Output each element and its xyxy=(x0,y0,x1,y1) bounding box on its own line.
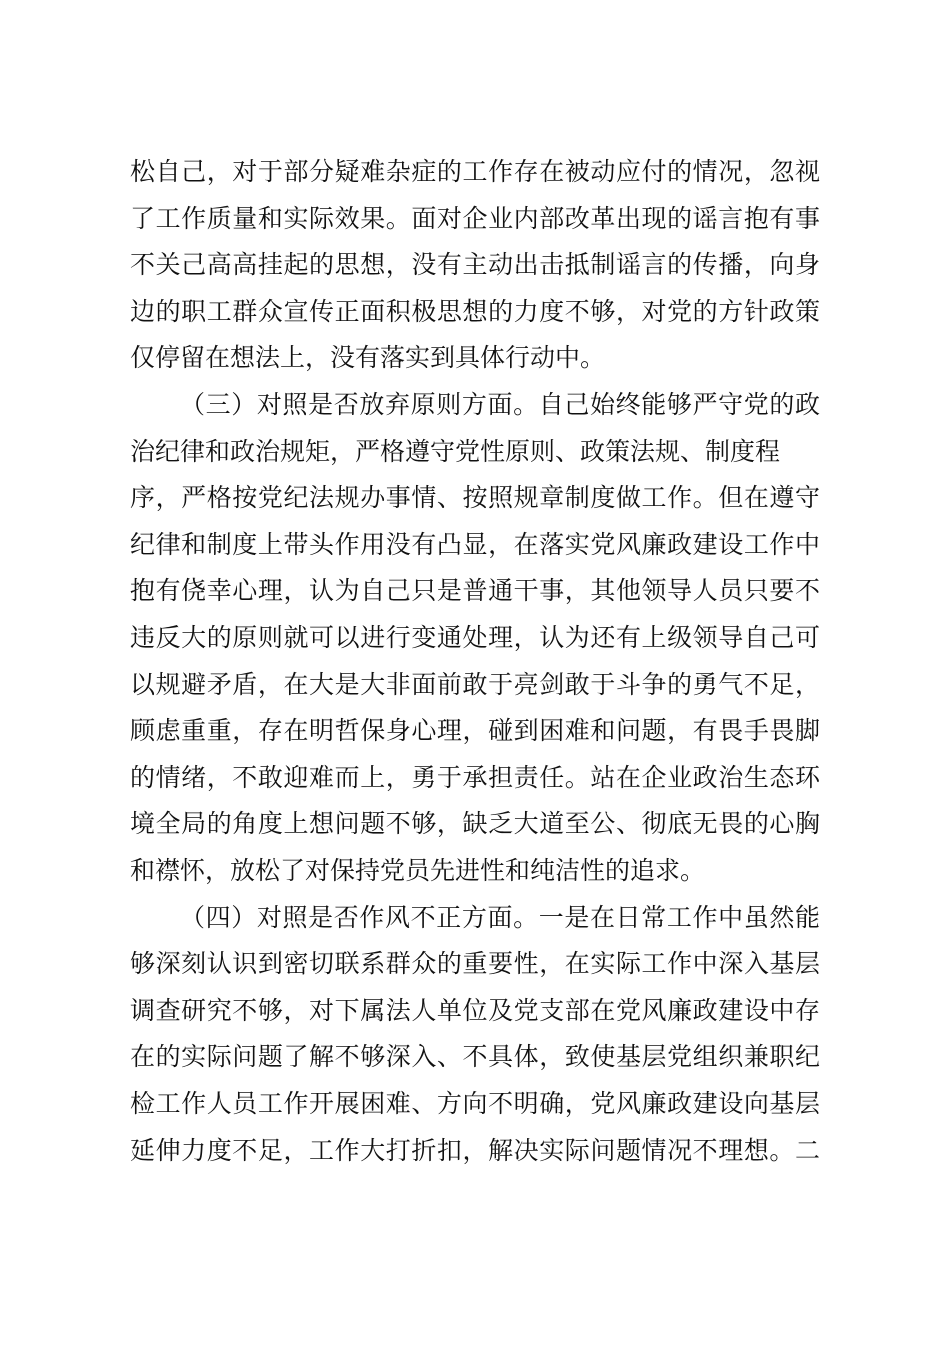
text-line: 和襟怀，放松了对保持党员先进性和纯洁性的追求。 xyxy=(130,856,706,885)
paragraph-heading-4: （四）对照是否作风不正方面。一是在日常工作中虽然能 xyxy=(180,903,820,932)
paragraph-heading-3: （三）对照是否放弃原则方面。自己始终能够严守党的政 xyxy=(180,390,820,419)
text-line: 边的职工群众宣传正面积极思想的力度不够，对党的方针政策 xyxy=(130,297,820,326)
text-line: 的情绪，不敢迎难而上，勇于承担责任。站在企业政治生态环 xyxy=(130,763,820,792)
text-line: 违反大的原则就可以进行变通处理，认为还有上级领导自己可 xyxy=(130,623,820,652)
text-line: 了工作质量和实际效果。面对企业内部改革出现的谣言抱有事 xyxy=(130,204,820,233)
text-line: 顾虑重重，存在明哲保身心理，碰到困难和问题，有畏手畏脚 xyxy=(130,716,820,745)
text-line: 仅停留在想法上，没有落实到具体行动中。 xyxy=(130,343,606,372)
text-line: 延伸力度不足，工作大打折扣，解决实际问题情况不理想。二 xyxy=(130,1136,820,1165)
text-line: 调查研究不够，对下属法人单位及党支部在党风廉政建设中存 xyxy=(130,996,820,1025)
text-line: 松自己，对于部分疑难杂症的工作存在被动应付的情况，忽视 xyxy=(130,157,820,186)
text-line: 够深刻认识到密切联系群众的重要性，在实际工作中深入基层 xyxy=(130,949,820,978)
text-line: 以规避矛盾，在大是大非面前敢于亮剑敢于斗争的勇气不足， xyxy=(130,670,820,699)
text-line: 纪律和制度上带头作用没有凸显，在落实党风廉政建设工作中 xyxy=(130,530,820,559)
text-line: 境全局的角度上想问题不够，缺乏大道至公、彻底无畏的心胸 xyxy=(130,809,820,838)
text-line: 治纪律和政治规矩，严格遵守党性原则、政策法规、制度程 xyxy=(130,437,781,466)
text-line: 检工作人员工作开展困难、方向不明确，党风廉政建设向基层 xyxy=(130,1089,820,1118)
text-line: 不关己高高挂起的思想，没有主动出击抵制谣言的传播，向身 xyxy=(130,250,820,279)
text-line: 在的实际问题了解不够深入、不具体，致使基层党组织兼职纪 xyxy=(130,1042,820,1071)
text-line: 序，严格按党纪法规办事情、按照规章制度做工作。但在遵守 xyxy=(130,483,820,512)
text-line: 抱有侥幸心理，认为自己只是普通干事，其他领导人员只要不 xyxy=(130,576,820,605)
